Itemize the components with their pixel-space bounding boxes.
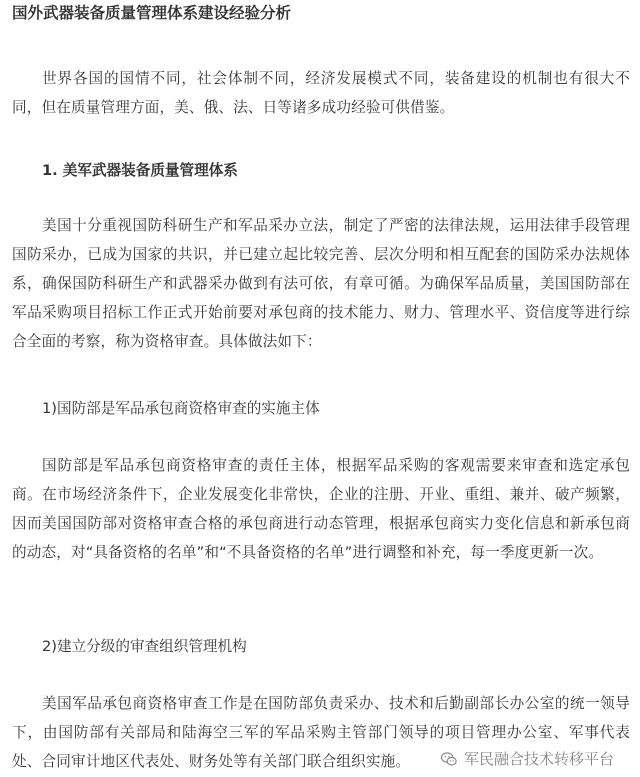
- subsection-1-paragraph: 国防部是军品承包商资格审查的责任主体，根据军品采购的客观需要来审查和选定承包商。在市场经济条件下，企业发展变化非常快，企业的注册、开业、重组、兼并、破产频繁，因而美国国防部对资格审查合格的承包商进行动态管理，根据承包商实力变化信息和新承包商的动态，对“具备资格的名单”和“不具备资格的名单”进行调整和补充，每一季度更新一次。: [12, 457, 630, 561]
- subsection-2-heading: 2)建立分级的审查组织管理机构: [42, 638, 247, 655]
- wechat-icon: [440, 750, 458, 768]
- article-title: 国外武器装备质量管理体系建设经验分析: [12, 4, 292, 22]
- watermark: [436, 748, 618, 770]
- subsection-1-heading: 1)国防部是军品承包商资格审查的实施主体: [42, 400, 320, 417]
- section-1-heading: 1. 美军武器装备质量管理体系: [42, 162, 238, 179]
- section-1-paragraph: 美国十分重视国防科研生产和军品采办立法，制定了严密的法律法规，运用法律手段管理国防采办，已成为国家的共识，并已建立起比较完善、层次分明和相互配套的国防采办法规体系，确保国防科研生产和武器采办做到有法可依，有章可循。为确保军品质量，美国国防部在军品采购项目招标工作正式开始前要对承包商的技术能力、财力、管理水平、资信度等进行综合全面的考察，称为资格审查。具体做法如下：: [12, 217, 630, 350]
- subsection-2-paragraph: 美国军品承包商资格审查工作是在国防部负责采办、技术和后勤副部长办公室的统一领导下，由国防部有关部局和陆海空三军的军品采购主管部门领导的项目管理办公室、军事代表处、合同审计地区代表处、财务处等有关部门联合组织实施。: [12, 695, 630, 770]
- intro-paragraph: 世界各国的国情不同，社会体制不同，经济发展模式不同，装备建设的机制也有很大不同，但在质量管理方面，美、俄、法、日等诸多成功经验可供借鉴。: [12, 70, 630, 116]
- watermark-text: 军民融合技术转移平台: [463, 750, 614, 768]
